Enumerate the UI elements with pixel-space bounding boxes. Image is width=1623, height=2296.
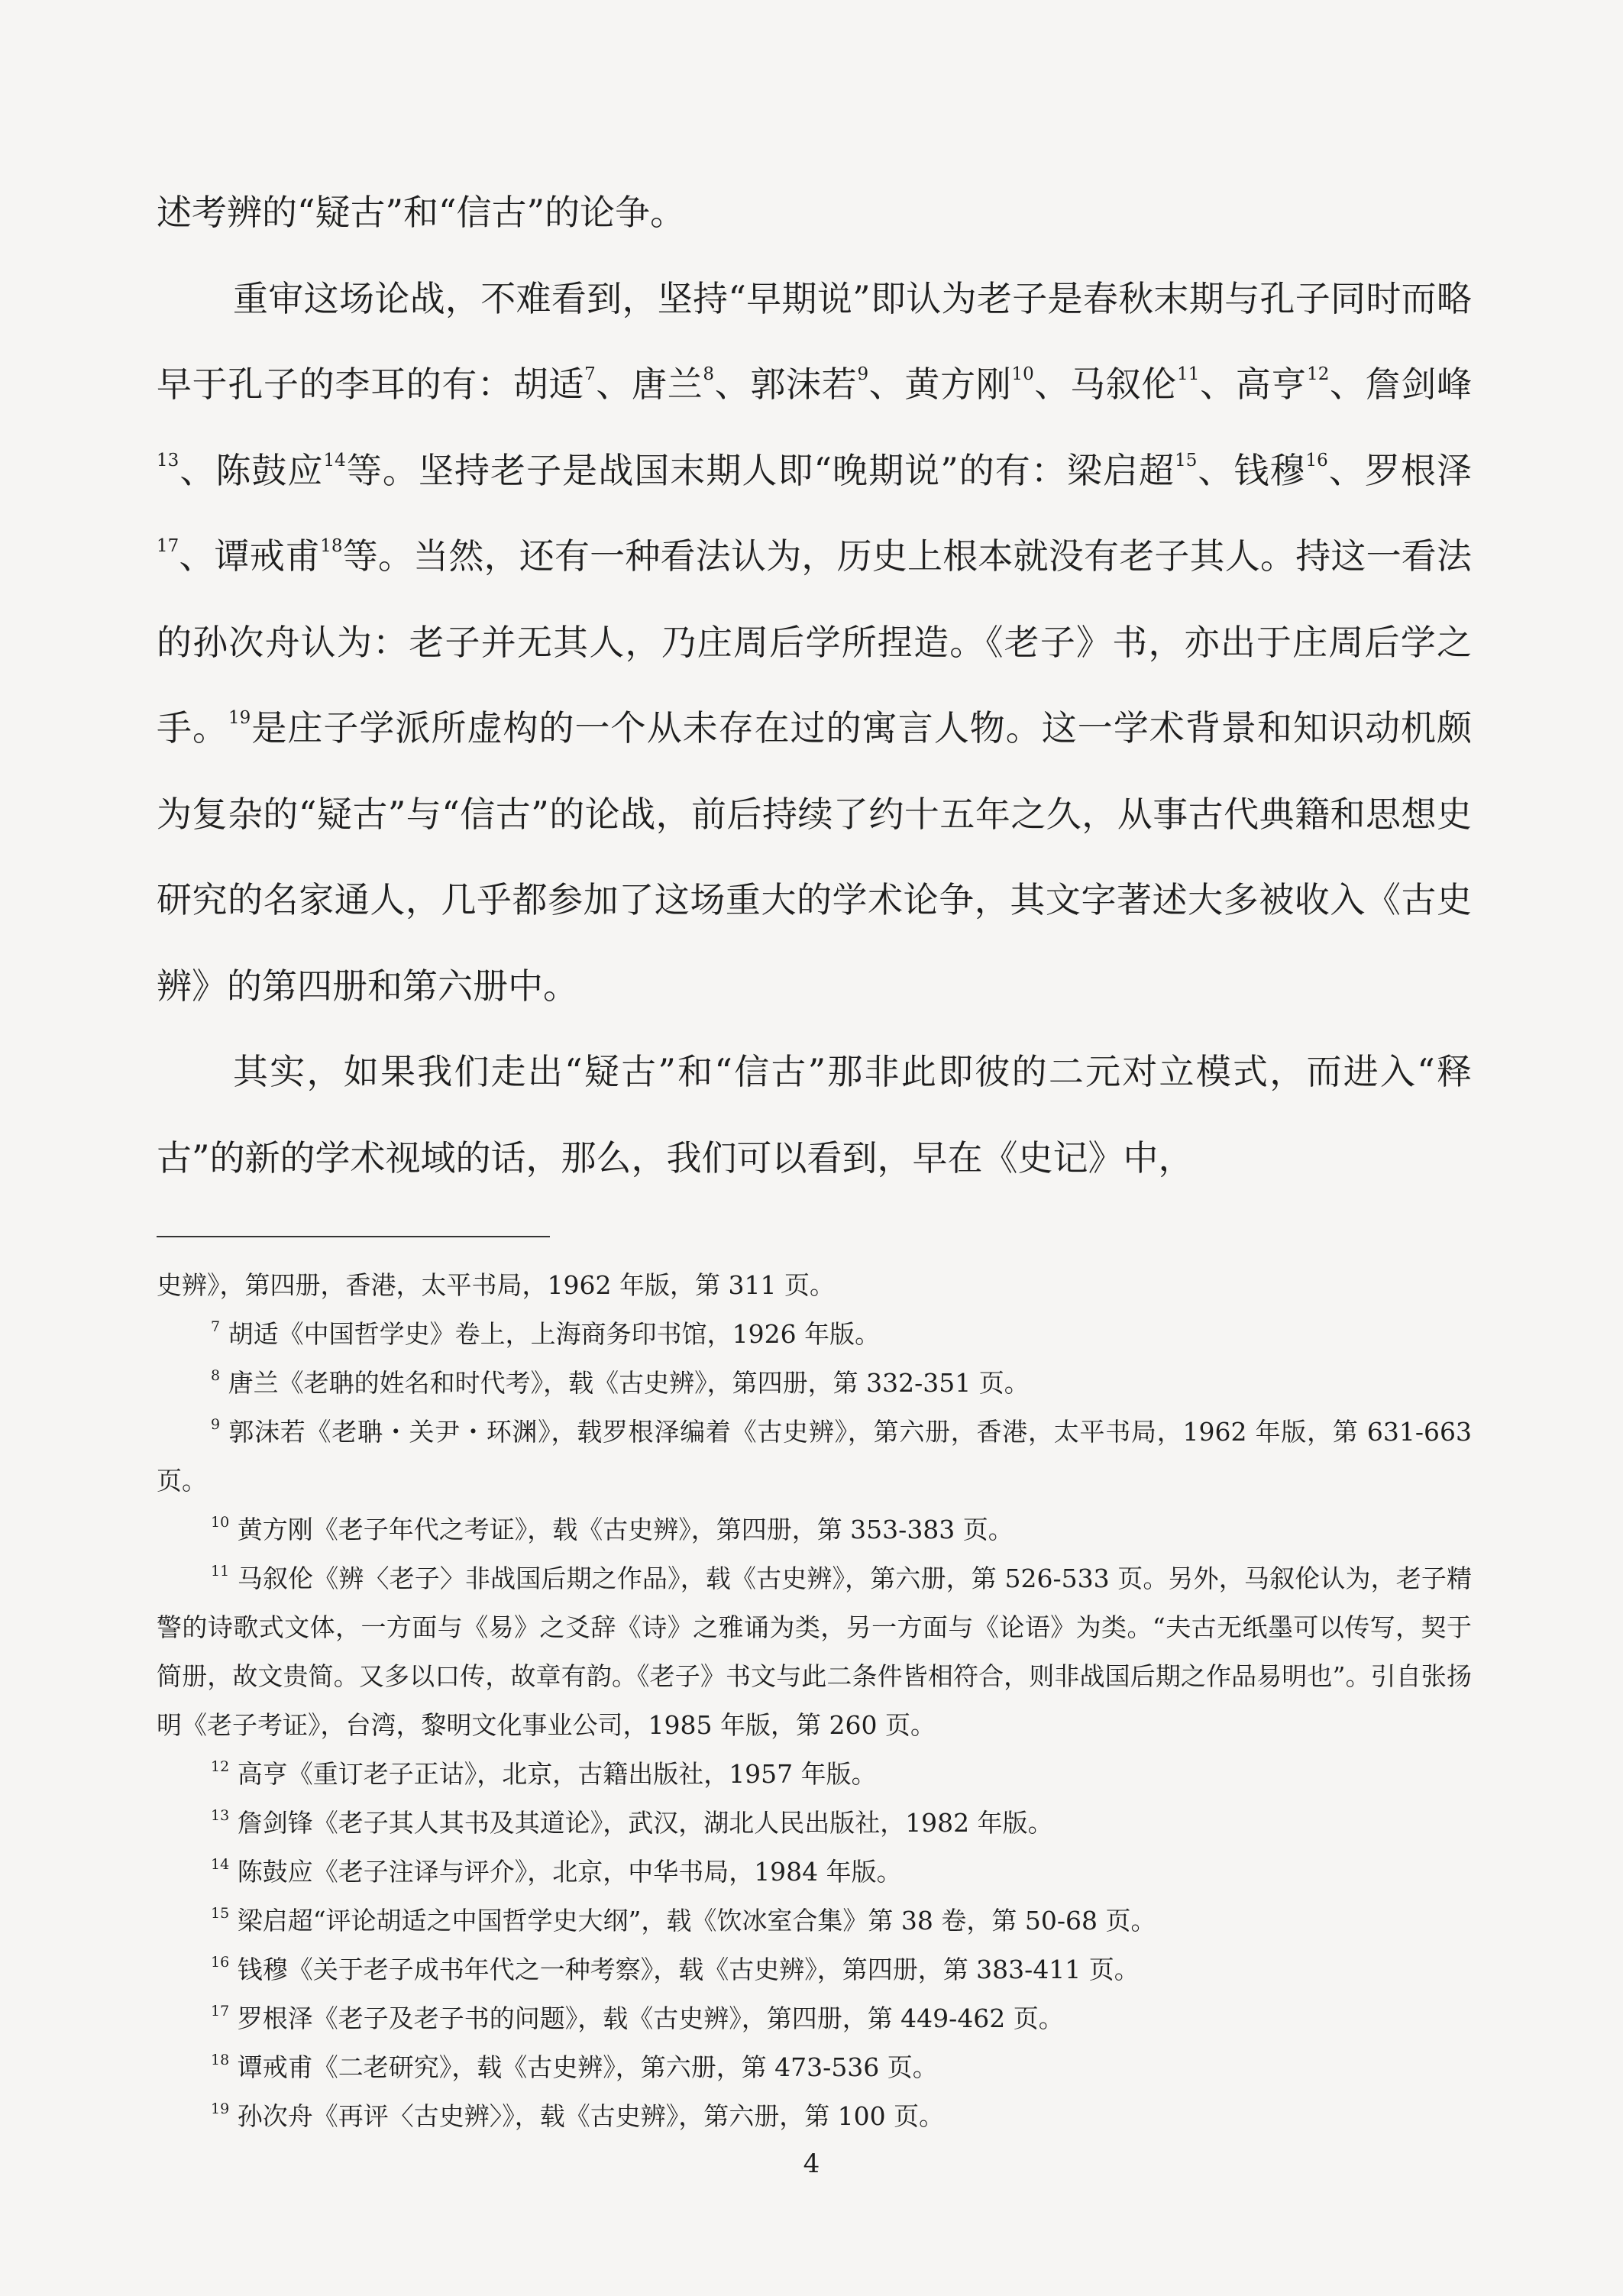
footnote-8 [157,1359,1472,1408]
footnote-13 [157,1799,1472,1848]
text-run: 重审这场论战，不难看到，坚持“早期说”即认为老子是春秋末期与孔子同时而略早于孔子的李耳的有：胡适 [157,277,1472,405]
footnote-number: 11 [211,1563,230,1580]
footnote-text: 谭戒甫《二老研究》，载《古史辨》，第六册，第 473-536 页。 [237,2052,938,2082]
paragraph-1: 述考辨的“疑古”和“信古”的论争。 [157,192,686,233]
footnote-17 [157,1994,1472,2043]
footnote-12 [157,1750,1472,1799]
footnote-ref[interactable]: 15 [1175,450,1198,471]
footnote-ref[interactable]: 7 [584,364,596,384]
text-run: 、黄方刚 [868,364,1012,405]
footnote-number: 19 [211,2100,230,2117]
footnote-text: 郭沫若《老聃・关尹・环渊》，载罗根泽编着《古史辨》，第六册，香港，太平书局，1962 年版，第 631-663 页。 [157,1417,1472,1496]
footnote-ref[interactable]: 17 [157,536,179,556]
footnote-10 [157,1505,1472,1554]
text-run: 、詹剑峰 [1329,364,1473,405]
footnote-text: 罗根泽《老子及老子书的问题》，载《古史辨》，第四册，第 449-462 页。 [237,2003,1064,2033]
footnote-number: 17 [211,2003,230,2020]
footnote-ref[interactable]: 12 [1307,364,1330,384]
main-text [157,170,1472,1201]
footnote-ref[interactable]: 16 [1305,450,1328,471]
footnote-ref[interactable]: 8 [703,364,715,384]
text-run: 、高亨 [1199,364,1308,405]
footnote-number: 8 [211,1367,221,1384]
footnote-15 [157,1897,1472,1945]
footnote-ref[interactable]: 13 [157,450,179,471]
footnote-19 [157,2092,1472,2141]
footnote-number: 18 [211,2052,230,2068]
footnote-ref[interactable]: 11 [1177,364,1200,384]
text-run: 是庄子学派所虚构的一个从未存在过的寓言人物。这一学术背景和知识动机颇为复杂的“疑古”与“信古”的论战，前后持续了约十五年之久，从事古代典籍和思想史研究的名家通人，几乎都参加了这场重大的学术论争，其文字著述大多被收入《古史辨》的第四册和第六册中。 [157,707,1473,1007]
footnote-number: 9 [211,1416,221,1433]
footnote-divider [157,1236,550,1237]
text-run: 、马叙伦 [1033,364,1178,405]
text-run: 、钱穆 [1197,449,1306,491]
text-run: 等。坚持老子是战国末期人即“晚期说”的有：梁启超 [345,449,1175,491]
page-number: 4 [803,2149,820,2179]
footnote-16 [157,1945,1472,1994]
text-run: 等。当然，还有一种看法认为，历史上根本就没有老子其人。持这一看法的孙次舟认为：老子并无其人，乃庄周后学所捏造。《老子》书，亦出于庄周后学之手。 [157,535,1473,749]
footnote-text: 胡适《中国哲学史》卷上，上海商务印书馆，1926 年版。 [228,1319,881,1349]
footnote-text: 孙次舟《再评〈古史辨〉》，载《古史辨》，第六册，第 100 页。 [237,2101,945,2131]
text-run: 、陈鼓应 [179,449,324,491]
footnote-number: 14 [211,1856,230,1873]
footnote-number: 16 [211,1954,230,1971]
text-run: 、唐兰 [595,364,703,405]
footnote-ref[interactable]: 18 [320,536,343,556]
footnote-text: 陈鼓应《老子注译与评介》，北京，中华书局，1984 年版。 [237,1857,902,1887]
footnote-text: 詹剑锋《老子其人其书及其道论》，武汉，湖北人民出版社，1982 年版。 [237,1808,1053,1838]
footnote-ref[interactable]: 19 [228,708,251,728]
paragraph-3: 其实，如果我们走出“疑古”和“信古”那非此即彼的二元对立模式，而进入“释古”的新的学术视域的话，那么，我们可以看到，早在《史记》中， [157,1051,1472,1179]
footnote-ref[interactable]: 14 [323,450,346,471]
footnotes [157,1261,1472,2141]
footnote-continuation: 史辨》，第四册，香港，太平书局，1962 年版，第 311 页。 [157,1270,835,1300]
footnote-11 [157,1554,1472,1750]
footnote-text: 马叙伦《辨〈老子〉非战国后期之作品》，载《古史辨》，第六册，第 526-533 页。另外，马叙伦认为，老子精警的诗歌式文体，一方面与《易》之爻辞《诗》之雅诵为类，另一方面与《论语》为类。“夫古无纸墨可以传写，契于简册，故文贵简。又多以口传，故章有韵。《老子》书文与此二条件皆相符合，则非战国后期之作品易明也”。引自张扬明《老子考证》，台湾，黎明文化事业公司，1985 年版，第 260 页。 [157,1564,1472,1740]
footnote-text: 梁启超“评论胡适之中国哲学史大纲”，载《饮冰室合集》第 38 卷，第 50-68 页。 [237,1906,1156,1935]
footnote-9 [157,1408,1472,1505]
footnote-7 [157,1310,1472,1359]
text-run: 、郭沫若 [714,364,858,405]
footnote-ref[interactable]: 9 [857,364,869,384]
footnote-number: 15 [211,1905,230,1922]
text-run: 、谭戒甫 [179,535,321,577]
footnote-number: 10 [211,1514,230,1531]
footnote-14 [157,1848,1472,1897]
footnote-text: 唐兰《老聃的姓名和时代考》，载《古史辨》，第四册，第 332-351 页。 [228,1368,1030,1398]
footnote-ref[interactable]: 10 [1011,364,1034,384]
footnote-text: 钱穆《关于老子成书年代之一种考察》，载《古史辨》，第四册，第 383-411 页。 [237,1955,1140,1984]
footnote-text: 黄方刚《老子年代之考证》，载《古史辨》，第四册，第 353-383 页。 [237,1515,1014,1544]
text-run: 、罗根泽 [1327,449,1473,491]
footnote-text: 高亨《重订老子正诂》，北京，古籍出版社，1957 年版。 [237,1759,877,1789]
footnote-number: 7 [211,1318,221,1335]
paragraph-2 [157,256,1472,1030]
footnote-number: 12 [211,1758,230,1775]
footnote-number: 13 [211,1807,230,1824]
footnote-18 [157,2043,1472,2092]
